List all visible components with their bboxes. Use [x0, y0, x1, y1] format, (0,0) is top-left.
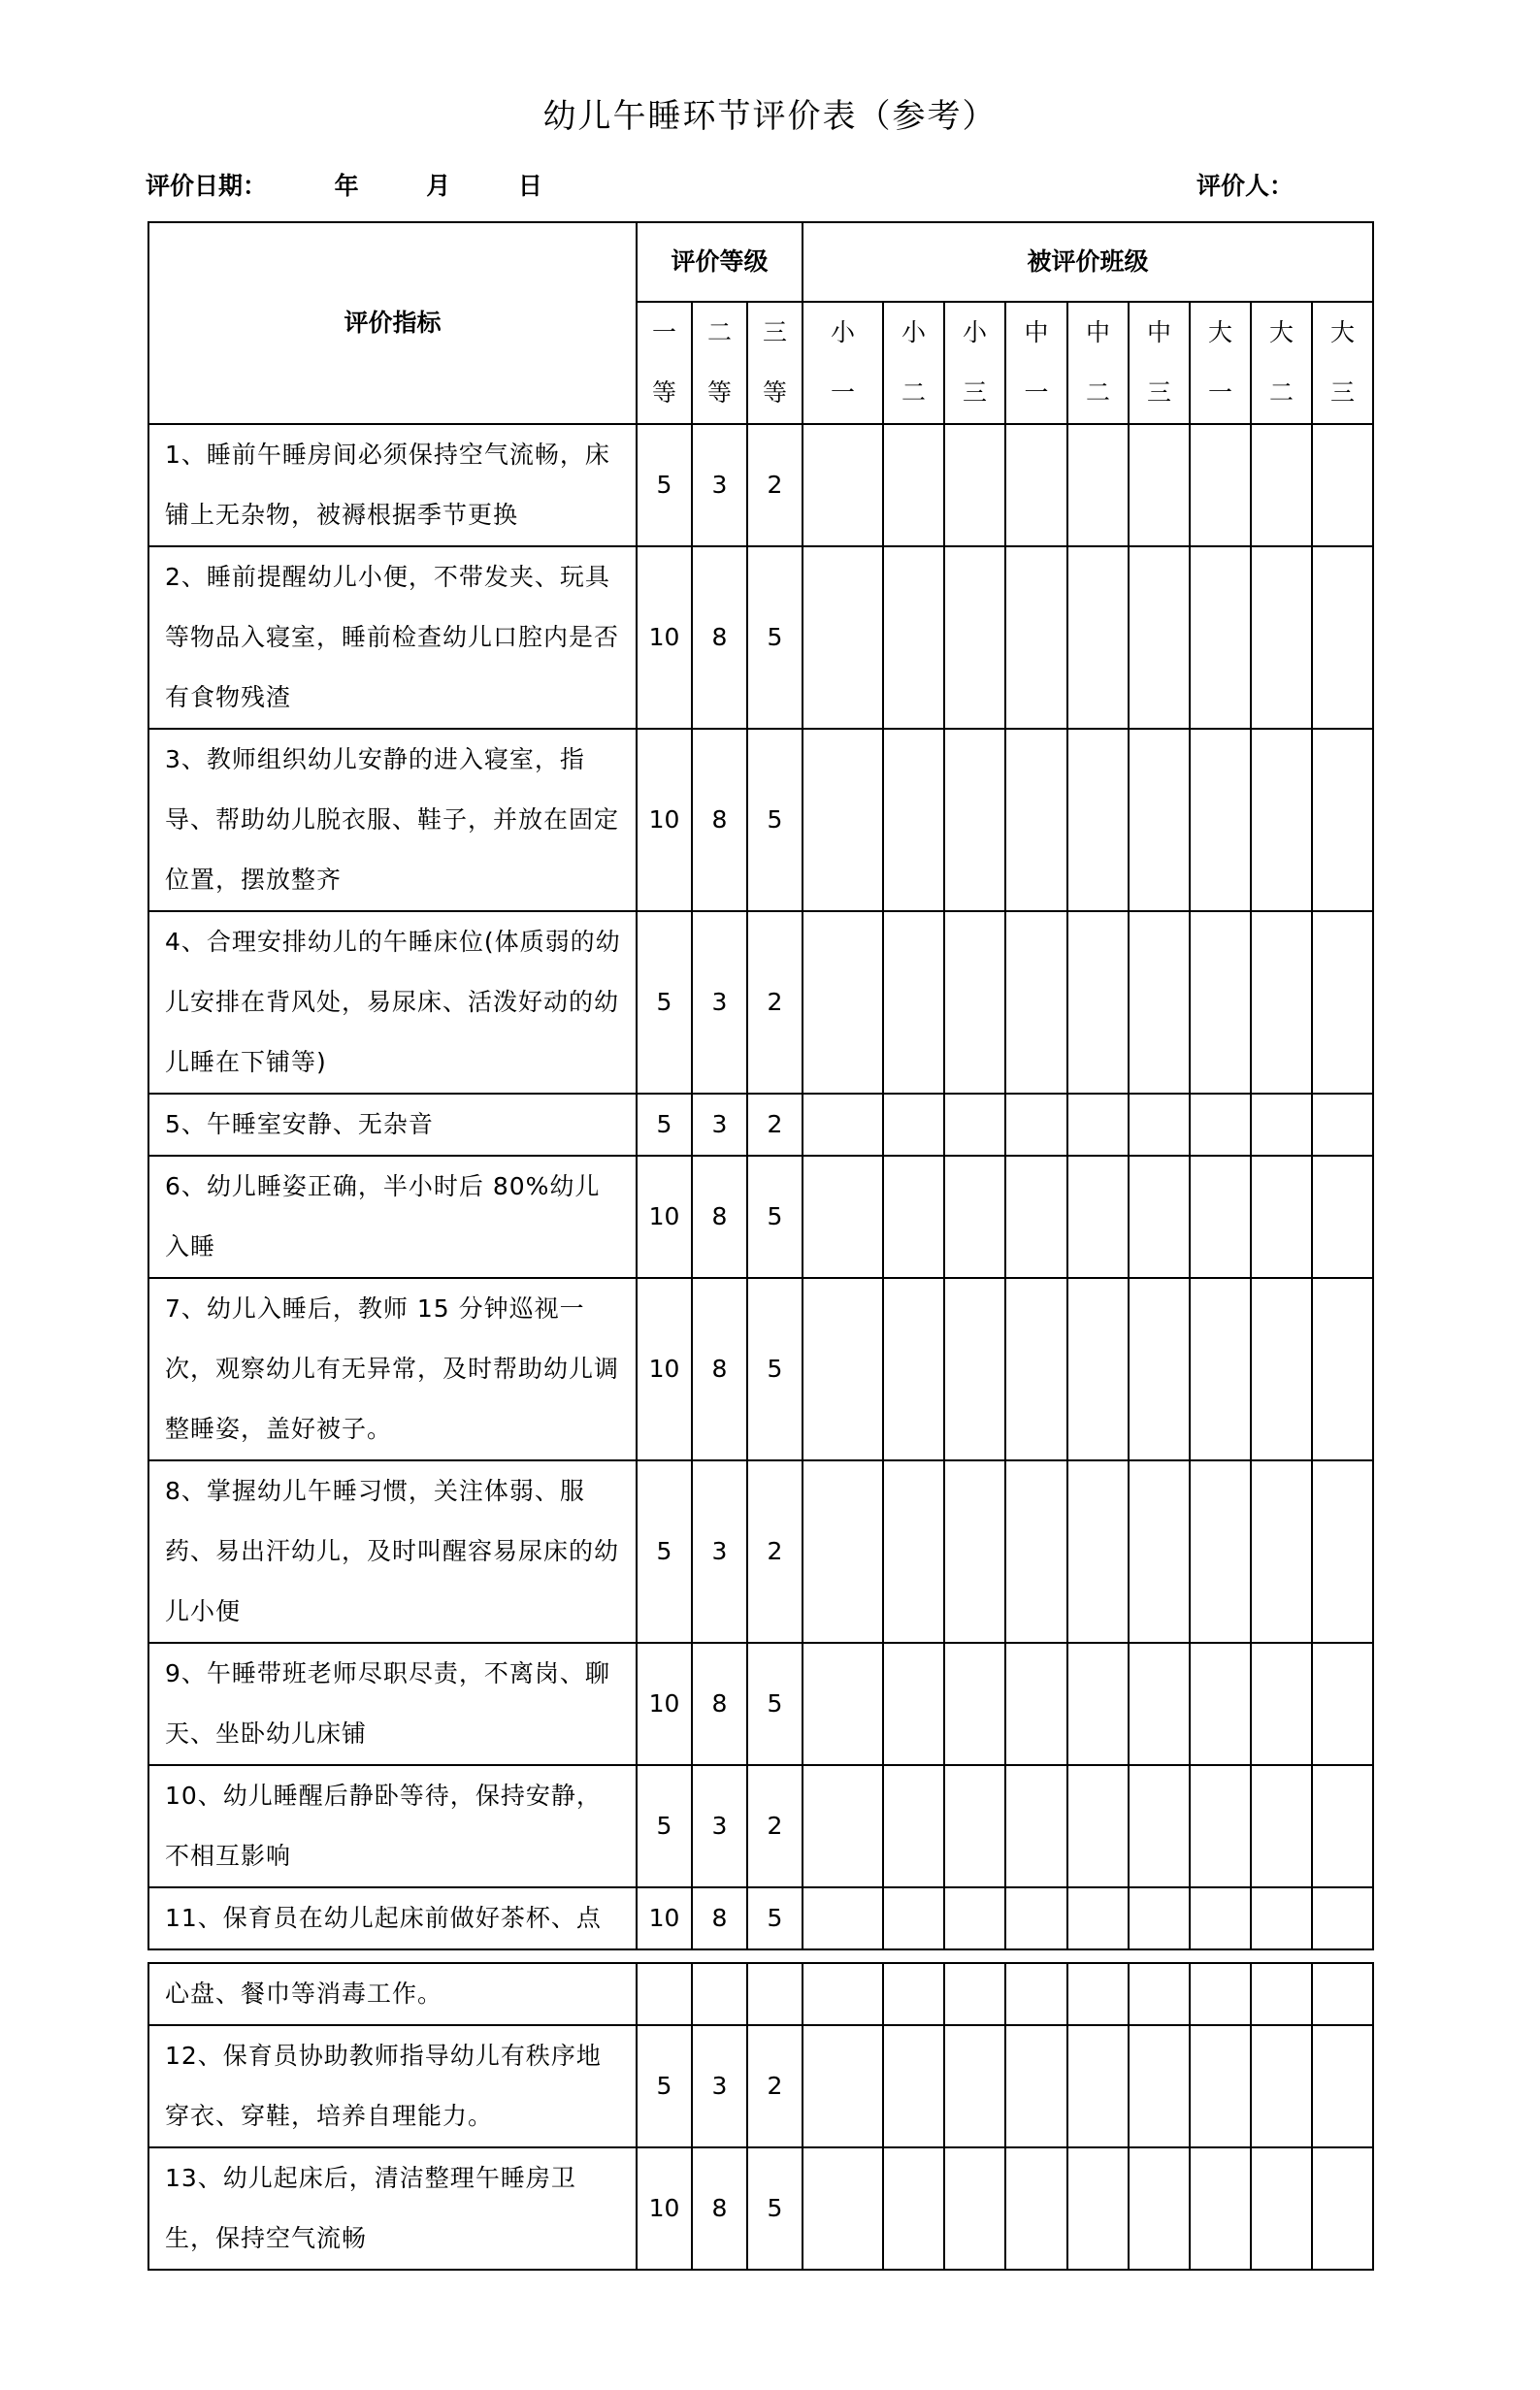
class-rating-cell[interactable] [1129, 1460, 1190, 1643]
level-header-1-char-bottom: 等 [651, 378, 676, 407]
class-rating-cell[interactable] [883, 1643, 944, 1765]
class-rating-cell[interactable] [803, 2147, 883, 2270]
table-row [148, 911, 1373, 1094]
evaluation-date-label: 评价日期： 年 月 日 [146, 172, 542, 200]
indicator-text: 心盘、餐巾等消毒工作。 [148, 1963, 637, 2025]
class-rating-cell[interactable] [1067, 1460, 1129, 1643]
class-rating-cell[interactable] [1251, 1963, 1312, 2025]
class-rating-cell[interactable] [1005, 911, 1067, 1094]
class-rating-cell[interactable] [883, 1460, 944, 1643]
score-cell: 5 [747, 1156, 803, 1278]
class-rating-cell[interactable] [1312, 729, 1373, 911]
class-rating-cell[interactable] [944, 546, 1005, 729]
class-header-9-char-top: 大 [1329, 318, 1355, 346]
class-header-8-char-bottom: 二 [1268, 378, 1294, 407]
class-header-3-char-bottom: 三 [962, 378, 987, 407]
class-header-6-char-bottom: 三 [1146, 378, 1171, 407]
class-header-6 [1129, 302, 1190, 424]
class-rating-cell[interactable] [1312, 2147, 1373, 2270]
evaluator-label: 评价人： [1196, 172, 1294, 200]
class-header-9-char-bottom: 三 [1329, 378, 1355, 407]
class-rating-cell[interactable] [883, 2147, 944, 2270]
class-rating-cell[interactable] [803, 729, 883, 911]
class-rating-cell[interactable] [1129, 546, 1190, 729]
class-rating-cell[interactable] [1190, 1765, 1251, 1887]
score-cell: 8 [692, 1278, 747, 1460]
score-cell: 2 [747, 1765, 803, 1887]
score-cell: 3 [692, 424, 747, 546]
table-row [148, 729, 1373, 911]
indicator-text: 13、幼儿起床后，清洁整理午睡房卫生，保持空气流畅 [148, 2147, 637, 2270]
score-cell: 10 [637, 1887, 692, 1949]
class-header-2-char-top: 小 [901, 318, 926, 346]
class-rating-cell[interactable] [1005, 546, 1067, 729]
class-header-8 [1251, 302, 1312, 424]
level-header-2-char-top: 二 [706, 318, 732, 346]
class-rating-cell[interactable] [1005, 1643, 1067, 1765]
class-rating-cell[interactable] [1312, 1094, 1373, 1156]
score-cell: 3 [692, 911, 747, 1094]
class-rating-cell[interactable] [1129, 1156, 1190, 1278]
class-rating-cell[interactable] [1312, 424, 1373, 546]
table-row [148, 1765, 1373, 1887]
table-row [148, 1643, 1373, 1765]
score-cell: 10 [637, 1643, 692, 1765]
class-rating-cell[interactable] [1005, 1887, 1067, 1949]
class-rating-cell[interactable] [944, 1963, 1005, 2025]
class-rating-cell[interactable] [1005, 1278, 1067, 1460]
class-rating-cell[interactable] [803, 1643, 883, 1765]
class-rating-cell[interactable] [803, 546, 883, 729]
score-cell: 10 [637, 1156, 692, 1278]
indicator-text: 7、幼儿入睡后，教师 15 分钟巡视一次，观察幼儿有无异常，及时帮助幼儿调整睡姿，盖好被子。 [148, 1278, 637, 1460]
class-rating-cell[interactable] [1129, 1094, 1190, 1156]
class-rating-cell[interactable] [1312, 1278, 1373, 1460]
class-rating-cell[interactable] [1251, 546, 1312, 729]
class-rating-cell[interactable] [883, 1156, 944, 1278]
class-rating-cell[interactable] [1251, 1643, 1312, 1765]
class-rating-cell[interactable] [1005, 1765, 1067, 1887]
indicator-text: 6、幼儿睡姿正确，半小时后 80%幼儿入睡 [148, 1156, 637, 1278]
class-header-7-char-top: 大 [1207, 318, 1232, 346]
class-rating-cell[interactable] [1067, 1278, 1129, 1460]
class-rating-cell[interactable] [1251, 1887, 1312, 1949]
score-cell: 5 [637, 1094, 692, 1156]
class-rating-cell[interactable] [1251, 911, 1312, 1094]
class-rating-cell[interactable] [1067, 1643, 1129, 1765]
class-rating-cell[interactable] [1312, 1963, 1373, 2025]
class-rating-cell[interactable] [1005, 729, 1067, 911]
table-row [148, 424, 1373, 546]
score-cell: 8 [692, 2147, 747, 2270]
indicator-text: 5、午睡室安静、无杂音 [148, 1094, 637, 1156]
class-rating-cell[interactable] [1067, 1887, 1129, 1949]
class-header-6-char-top: 中 [1146, 318, 1171, 346]
score-cell: 8 [692, 1156, 747, 1278]
table-row [148, 1156, 1373, 1278]
indicator-text: 11、保育员在幼儿起床前做好茶杯、点 [148, 1887, 637, 1949]
indicator-text: 8、掌握幼儿午睡习惯，关注体弱、服药、易出汗幼儿，及时叫醒容易尿床的幼儿小便 [148, 1460, 637, 1643]
indicator-text: 9、午睡带班老师尽职尽责，不离岗、聊天、坐卧幼儿床铺 [148, 1643, 637, 1765]
class-rating-cell[interactable] [1251, 1765, 1312, 1887]
class-rating-cell[interactable] [1190, 1156, 1251, 1278]
score-cell: 3 [692, 2025, 747, 2147]
score-cell [747, 1963, 803, 2025]
class-rating-cell[interactable] [883, 424, 944, 546]
class-rating-cell[interactable] [1251, 1460, 1312, 1643]
table-row [148, 2147, 1373, 2270]
class-rating-cell[interactable] [883, 729, 944, 911]
score-cell: 10 [637, 2147, 692, 2270]
class-rating-cell[interactable] [1005, 2147, 1067, 2270]
class-rating-cell[interactable] [1005, 1963, 1067, 2025]
class-rating-cell[interactable] [1190, 911, 1251, 1094]
class-rating-cell[interactable] [944, 1278, 1005, 1460]
score-cell: 2 [747, 1094, 803, 1156]
class-rating-cell[interactable] [803, 911, 883, 1094]
class-rating-cell[interactable] [1251, 2025, 1312, 2147]
class-rating-cell[interactable] [803, 1094, 883, 1156]
class-rating-cell[interactable] [803, 1278, 883, 1460]
class-rating-cell[interactable] [1190, 546, 1251, 729]
class-rating-cell[interactable] [1190, 1887, 1251, 1949]
class-rating-cell[interactable] [883, 911, 944, 1094]
class-rating-cell[interactable] [1067, 546, 1129, 729]
score-cell: 8 [692, 546, 747, 729]
class-group-header: 被评价班级 [803, 222, 1373, 302]
class-rating-cell[interactable] [1067, 911, 1129, 1094]
class-rating-cell[interactable] [803, 2025, 883, 2147]
class-rating-cell[interactable] [1312, 1156, 1373, 1278]
indicator-text: 2、睡前提醒幼儿小便，不带发夹、玩具等物品入寝室，睡前检查幼儿口腔内是否有食物残渣 [148, 546, 637, 729]
class-rating-cell[interactable] [1129, 1278, 1190, 1460]
score-cell: 8 [692, 1643, 747, 1765]
class-rating-cell[interactable] [1312, 1887, 1373, 1949]
score-cell: 2 [747, 424, 803, 546]
class-rating-cell[interactable] [1129, 2025, 1190, 2147]
class-header-4 [1005, 302, 1067, 424]
class-rating-cell[interactable] [1067, 1156, 1129, 1278]
class-header-5-char-bottom: 二 [1085, 378, 1110, 407]
score-cell: 5 [747, 729, 803, 911]
class-rating-cell[interactable] [1129, 729, 1190, 911]
score-cell: 2 [747, 1460, 803, 1643]
class-rating-cell[interactable] [1312, 1460, 1373, 1643]
class-rating-cell[interactable] [1190, 1278, 1251, 1460]
score-cell: 5 [637, 911, 692, 1094]
class-rating-cell[interactable] [1067, 2025, 1129, 2147]
class-rating-cell[interactable] [1251, 1094, 1312, 1156]
score-cell: 5 [747, 546, 803, 729]
class-rating-cell[interactable] [1251, 2147, 1312, 2270]
score-cell: 10 [637, 1278, 692, 1460]
class-rating-cell[interactable] [1005, 2025, 1067, 2147]
table-row [148, 1278, 1373, 1460]
class-rating-cell[interactable] [944, 729, 1005, 911]
indicator-text: 3、教师组织幼儿安静的进入寝室，指导、帮助幼儿脱衣服、鞋子，并放在固定位置，摆放整齐 [148, 729, 637, 911]
class-rating-cell[interactable] [883, 2025, 944, 2147]
class-header-5-char-top: 中 [1085, 318, 1110, 346]
page-title: 幼儿午睡环节评价表（参考） [542, 97, 998, 136]
class-rating-cell[interactable] [803, 1963, 883, 2025]
class-rating-cell[interactable] [1129, 1963, 1190, 2025]
class-rating-cell[interactable] [803, 1765, 883, 1887]
class-rating-cell[interactable] [1129, 2147, 1190, 2270]
class-rating-cell[interactable] [1129, 1643, 1190, 1765]
table-row [148, 1094, 1373, 1156]
class-rating-cell[interactable] [944, 1156, 1005, 1278]
class-rating-cell[interactable] [944, 1094, 1005, 1156]
class-rating-cell[interactable] [883, 1094, 944, 1156]
class-header-2-char-bottom: 二 [901, 378, 926, 407]
class-rating-cell[interactable] [883, 1887, 944, 1949]
class-rating-cell[interactable] [1251, 1156, 1312, 1278]
score-cell: 2 [747, 911, 803, 1094]
level-header-2-char-bottom: 等 [706, 378, 732, 407]
level-header-3 [747, 302, 803, 424]
class-rating-cell[interactable] [1251, 424, 1312, 546]
evaluation-table-continued [147, 1962, 1374, 2271]
class-rating-cell[interactable] [944, 1460, 1005, 1643]
indicator-text: 10、幼儿睡醒后静卧等待，保持安静，不相互影响 [148, 1765, 637, 1887]
score-cell: 5 [637, 424, 692, 546]
indicator-header: 评价指标 [148, 222, 637, 424]
class-rating-cell[interactable] [883, 1963, 944, 2025]
class-rating-cell[interactable] [1190, 729, 1251, 911]
class-rating-cell[interactable] [803, 1887, 883, 1949]
class-rating-cell[interactable] [1129, 1765, 1190, 1887]
class-rating-cell[interactable] [944, 1887, 1005, 1949]
class-header-3-char-top: 小 [962, 318, 987, 346]
table-row [148, 1460, 1373, 1643]
class-rating-cell[interactable] [1005, 1460, 1067, 1643]
class-rating-cell[interactable] [1190, 1643, 1251, 1765]
class-rating-cell[interactable] [1067, 2147, 1129, 2270]
class-rating-cell[interactable] [1190, 2147, 1251, 2270]
score-cell: 2 [747, 2025, 803, 2147]
table-row [148, 1887, 1373, 1949]
class-rating-cell[interactable] [1251, 729, 1312, 911]
class-rating-cell[interactable] [1190, 1094, 1251, 1156]
class-rating-cell[interactable] [1129, 1887, 1190, 1949]
class-rating-cell[interactable] [944, 424, 1005, 546]
table-row [148, 546, 1373, 729]
class-rating-cell[interactable] [1067, 1765, 1129, 1887]
score-cell: 8 [692, 1887, 747, 1949]
class-rating-cell[interactable] [803, 1156, 883, 1278]
indicator-text: 4、合理安排幼儿的午睡床位(体质弱的幼儿安排在背风处，易尿床、活泼好动的幼儿睡在下铺等) [148, 911, 637, 1094]
class-rating-cell[interactable] [803, 1460, 883, 1643]
class-rating-cell[interactable] [1005, 1094, 1067, 1156]
level-header-3-char-bottom: 等 [762, 378, 787, 407]
score-cell: 5 [747, 2147, 803, 2270]
class-rating-cell[interactable] [1312, 1765, 1373, 1887]
level-header-3-char-top: 三 [762, 318, 787, 346]
score-cell: 5 [747, 1643, 803, 1765]
class-rating-cell[interactable] [944, 1765, 1005, 1887]
table-row [148, 2025, 1373, 2147]
class-header-5 [1067, 302, 1129, 424]
class-rating-cell[interactable] [1312, 2025, 1373, 2147]
score-cell: 8 [692, 729, 747, 911]
score-cell: 10 [637, 729, 692, 911]
score-cell: 5 [747, 1887, 803, 1949]
level-header-1-char-top: 一 [651, 318, 676, 346]
class-rating-cell[interactable] [1129, 911, 1190, 1094]
class-header-8-char-top: 大 [1268, 318, 1294, 346]
level-header-1 [637, 302, 692, 424]
class-rating-cell[interactable] [1312, 911, 1373, 1094]
class-header-3 [944, 302, 1005, 424]
class-rating-cell[interactable] [1190, 2025, 1251, 2147]
class-rating-cell[interactable] [1005, 1156, 1067, 1278]
class-rating-cell[interactable] [1129, 424, 1190, 546]
class-header-1-char-bottom: 一 [830, 378, 855, 407]
class-header-1 [803, 302, 883, 424]
class-header-4-char-bottom: 一 [1024, 378, 1049, 407]
class-rating-cell[interactable] [944, 2147, 1005, 2270]
class-header-1-char-top: 小 [830, 318, 855, 346]
class-rating-cell[interactable] [1312, 546, 1373, 729]
level-group-header: 评价等级 [637, 222, 803, 302]
score-cell [637, 1963, 692, 2025]
score-cell: 3 [692, 1094, 747, 1156]
score-cell: 3 [692, 1765, 747, 1887]
class-rating-cell[interactable] [1067, 1094, 1129, 1156]
class-rating-cell[interactable] [803, 424, 883, 546]
class-rating-cell[interactable] [1190, 1963, 1251, 2025]
indicator-text: 1、睡前午睡房间必须保持空气流畅，床铺上无杂物，被褥根据季节更换 [148, 424, 637, 546]
class-rating-cell[interactable] [944, 2025, 1005, 2147]
score-cell: 5 [637, 2025, 692, 2147]
score-cell: 5 [747, 1278, 803, 1460]
class-rating-cell[interactable] [1190, 424, 1251, 546]
class-header-9 [1312, 302, 1373, 424]
score-cell: 10 [637, 546, 692, 729]
level-header-2 [692, 302, 747, 424]
indicator-text: 12、保育员协助教师指导幼儿有秩序地穿衣、穿鞋，培养自理能力。 [148, 2025, 637, 2147]
score-cell [692, 1963, 747, 2025]
class-rating-cell[interactable] [944, 911, 1005, 1094]
class-rating-cell[interactable] [883, 546, 944, 729]
table-row [148, 1963, 1373, 2025]
score-cell: 5 [637, 1765, 692, 1887]
evaluation-table [147, 221, 1374, 1950]
class-rating-cell[interactable] [883, 1278, 944, 1460]
class-rating-cell[interactable] [1251, 1278, 1312, 1460]
class-rating-cell[interactable] [883, 1765, 944, 1887]
score-cell: 5 [637, 1460, 692, 1643]
class-rating-cell[interactable] [1005, 424, 1067, 546]
score-cell: 3 [692, 1460, 747, 1643]
class-header-7 [1190, 302, 1251, 424]
class-rating-cell[interactable] [1067, 1963, 1129, 2025]
class-header-7-char-bottom: 一 [1207, 378, 1232, 407]
class-rating-cell[interactable] [1190, 1460, 1251, 1643]
class-rating-cell[interactable] [1312, 1643, 1373, 1765]
class-rating-cell[interactable] [944, 1643, 1005, 1765]
class-header-2 [883, 302, 944, 424]
class-rating-cell[interactable] [1067, 729, 1129, 911]
class-header-4-char-top: 中 [1024, 318, 1049, 346]
class-rating-cell[interactable] [1067, 424, 1129, 546]
